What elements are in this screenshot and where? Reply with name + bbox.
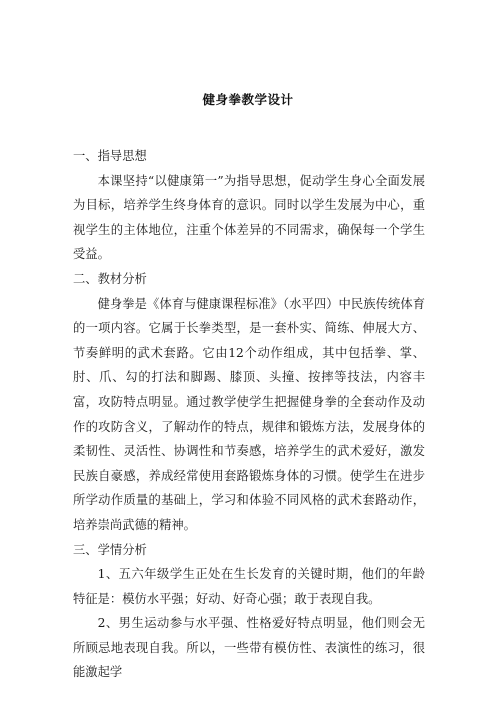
document-title: 健身拳教学设计 bbox=[202, 92, 294, 107]
paragraph-material-analysis: 健身拳是《体育与健康课程标准》（水平四）中民族传统体育的一项内容。它属于长拳类型，是一套朴实、简练、伸展大方、节奏鲜明的武术套路。它由12个动作组成，其中包括拳、掌、肘、爪、勾的打法和脚踢、膝顶、头撞、按摔等技法，内容丰富，攻防特点明显。通过教学使学生把握健身拳的全套动作及动作的攻防含义，了解动作的特点，规律和锻炼方法，发展身体的柔韧性、灵活性、协调性和节奏感，培养学生的武术爱好，激发民族自豪感，养成经常使用套路锻炼身体的习惯。使学生在进步所学动作质量的基础上，学习和体验不同风格的武术套路动作，培养崇尚武德的精神。 bbox=[73, 296, 425, 532]
section-heading-student-analysis: 三、学情分析 bbox=[73, 542, 147, 557]
document-body bbox=[73, 144, 425, 685]
paragraph-student-analysis-2: 2、男生运动参与水平强、性格爱好特点明显，他们则会无所顾忌地表现自我。所以，一些带有模仿性、表演性的练习，很能激起学 bbox=[73, 616, 425, 680]
section-heading-material-analysis: 二、教材分析 bbox=[73, 271, 147, 286]
paragraph-guiding-ideology: 本课坚持“以健康第一”为指导思想，促动学生身心全面发展为目标，培养学生终身体育的意识。同时以学生发展为中心，重视学生的主体地位，注重个体差异的不同需求，确保每一个学生受益。 bbox=[73, 173, 425, 262]
paragraph-student-analysis-1: 1、五六年级学生正处在生长发育的关键时期，他们的年龄特征是：模仿水平强；好动、好奇心强；敢于表现自我。 bbox=[73, 567, 425, 606]
section-heading-guiding-ideology: 一、指导思想 bbox=[73, 149, 147, 163]
